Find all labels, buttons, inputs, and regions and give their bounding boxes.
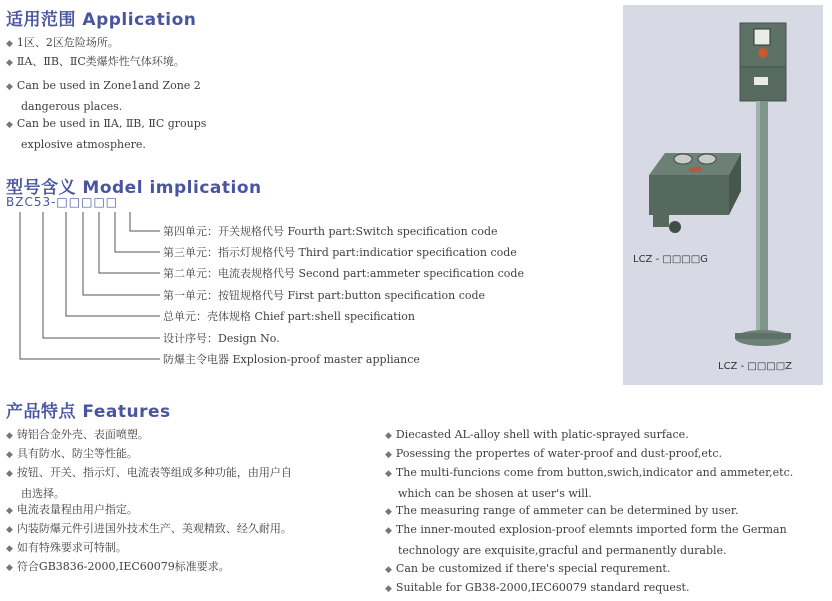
bullet-icon: ◆ [385,507,392,517]
feature-en-item: ◆ Posessing the propertes of water-proof and dust-proof,etc. [385,447,722,460]
application-title: 适用范围 Application [6,10,197,30]
bullet-icon: ◆ [6,431,13,441]
model-part: 第二单元：电流表规格代号 Second part:ammeter specification code [163,267,524,280]
connector-line-4 [130,212,160,231]
connector-line-chief [66,212,160,316]
feature-cn-item: ◆ 如有特殊要求可特制。 [6,541,127,554]
bullet-icon: ◆ [6,58,13,68]
feature-cn-item: ◆ 内装防爆元件引进国外技术生产、美观精致、经久耐用。 [6,522,292,535]
application-item: ◆ ⅡA、ⅡB、ⅡC类爆炸性气体环境。 [6,55,185,68]
feature-en-item: ◆ The multi-funcions come from button,swich,indicator and ammeter,etc. which can be shosen at user's will. [385,466,794,500]
features-title: 产品特点 Features [6,402,171,422]
bullet-icon: ◆ [6,120,13,130]
bullet-icon: ◆ [6,544,13,554]
feature-cn-item: ◆ 按钮、开关、指示灯、电流表等组成多种功能，由用户自 由选择。 [6,466,292,500]
feature-cn-item: ◆ 电流表量程由用户指定。 [6,503,138,516]
bullet-icon: ◆ [6,82,13,92]
feature-en-item: ◆ The inner-mouted explosion-proof elemnts imported form the German technology are exquisite,gracful and permanently durable. [385,523,787,557]
pillar-control-unit-image [735,23,791,346]
model-part: 第四单元：开关规格代号 Fourth part:Switch specification code [163,225,498,238]
feature-en-item: ◆ Diecasted AL-alloy shell with platic-sprayed surface. [385,428,689,441]
product-label-z: LCZ - □□□□Z [718,361,793,372]
bullet-icon: ◆ [6,563,13,573]
feature-cn-item: ◆ 铸铝合金外壳、表面喷塑。 [6,428,149,441]
feature-en-item: ◆ Suitable for GB38-2000,IEC60079 standard request. [385,581,690,594]
feature-cn-item: ◆ 具有防水、防尘等性能。 [6,447,138,460]
bullet-icon: ◆ [385,431,392,441]
product-illustration [623,5,823,385]
application-item: ◆ Can be used in ⅡA, ⅡB, ⅡC groups explosive atmosphere. [6,117,207,151]
bullet-icon: ◆ [385,469,392,479]
bullet-icon: ◆ [6,525,13,535]
box-control-unit-image [649,153,741,233]
bullet-icon: ◆ [385,450,392,460]
model-part: 总单元：壳体规格 Chief part:shell specification [163,310,415,323]
feature-cn-item: ◆ 符合GB3836-2000,IEC60079标准要求。 [6,560,230,573]
feature-en-item: ◆ Can be customized if there's special requrement. [385,562,671,575]
connector-line-3 [115,212,160,252]
bullet-icon: ◆ [385,526,392,536]
bullet-icon: ◆ [385,565,392,575]
connector-line-1 [83,212,160,295]
model-part: 第三单元：指示灯规格代号 Third part:indicatior specification code [163,246,517,259]
feature-en-item: ◆ The measuring range of ammeter can be determined by user. [385,504,739,517]
bullet-icon: ◆ [6,506,13,516]
bullet-icon: ◆ [6,469,13,479]
bullet-icon: ◆ [385,584,392,594]
model-code: BZC53-□□□□□ [6,195,119,209]
application-item: ◆ 1区、2区危险场所。 [6,36,119,49]
connector-line-main [20,212,160,359]
bullet-icon: ◆ [6,39,13,49]
model-part: 设计序号：Design No. [163,332,280,345]
model-title: 型号含义 Model implication [6,178,262,198]
product-label-g: LCZ - □□□□G [633,254,708,265]
bullet-icon: ◆ [6,450,13,460]
model-part: 防爆主令电器 Explosion-proof master appliance [163,353,420,366]
model-part: 第一单元：按钮规格代号 First part:button specification code [163,289,486,302]
application-item: ◆ Can be used in Zone1and Zone 2 dangerous places. [6,79,201,113]
